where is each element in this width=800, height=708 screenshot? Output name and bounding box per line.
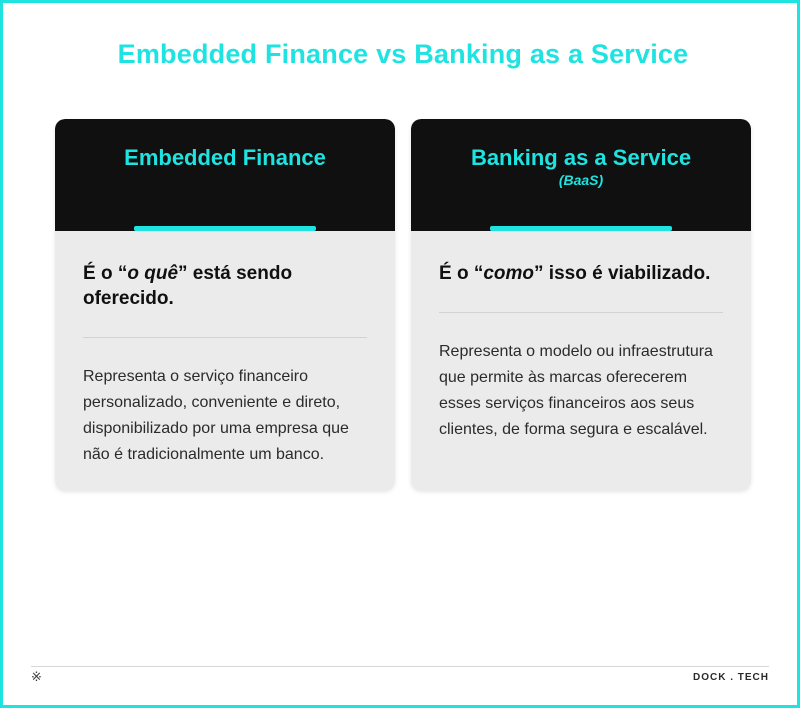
accent-underline <box>490 226 672 231</box>
accent-underline <box>134 226 316 231</box>
card-lead-suffix: ” isso é viabilizado. <box>534 263 711 284</box>
card-lead-emphasis: como <box>483 263 535 284</box>
card-lead-prefix: É o “ <box>83 263 128 284</box>
card-subtitle: (BaaS) <box>558 172 604 189</box>
card-divider <box>83 337 367 338</box>
card-lead-emphasis: o quê <box>127 263 179 284</box>
card-title: Banking as a Service <box>470 145 692 170</box>
card-body <box>411 231 751 490</box>
card-header <box>55 119 395 231</box>
footer-divider <box>31 666 769 667</box>
card-embedded-finance <box>55 119 395 490</box>
card-banking-as-a-service <box>411 119 751 490</box>
card-lead <box>83 261 367 311</box>
page-title: Embedded Finance vs Banking as a Service <box>117 39 689 69</box>
card-description: Representa o serviço financeiro personalizado, conveniente e direto, disponibilizado por uma empresa que não é tradicionalmente um banco. <box>83 368 349 463</box>
card-body <box>55 231 395 490</box>
card-lead-prefix: É o “ <box>439 263 484 284</box>
asterisk-icon: ※ <box>31 669 42 684</box>
card-lead <box>439 261 723 286</box>
card-description: Representa o modelo ou infraestrutura que permite às marcas oferecerem esses serviços financeiros aos seus clientes, de forma segura e escalável. <box>439 343 713 438</box>
card-title: Embedded Finance <box>124 145 326 170</box>
brand-wordmark: DOCK . TECH <box>693 672 769 683</box>
comparison-cards <box>55 119 751 490</box>
card-header <box>411 119 751 231</box>
card-lead-suffix: ” está sendo oferecido. <box>83 263 293 310</box>
card-divider <box>439 312 723 313</box>
